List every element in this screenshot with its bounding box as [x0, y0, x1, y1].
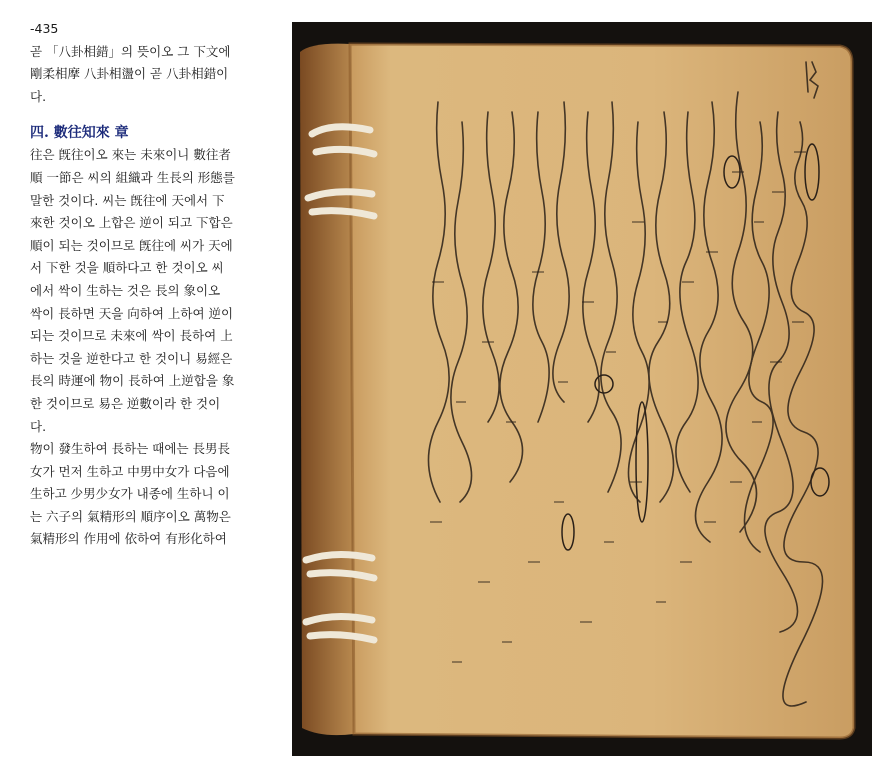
page-number: -435	[30, 21, 59, 36]
paragraph-1: 往은 旣往이오 來는 未來이니 數往者 順 一節은 씨의 組織과 生長의 形態를 말한 것이다. 씨는 旣往에 天에서 下 來한 것이오 上합은 逆이 되고 下합은 順이 되는 것이므로 旣往에 씨가 天에 서 下한 것을 順하다고 한 것이오 씨 에서 싹이 生하는 것은 長의 象이오 싹이 長하면 天을 向하여 上하여 逆이 되는 것이므로 未來에 싹이 長하여 上 하는 것을 逆한다고 한 것이니 易經은 長의 時運에 物이 長하여 上逆합을 象 한 것이므로 易은 逆數이라 한 것이 다.	[30, 147, 235, 434]
intro-text: 곧 「八卦相錯」의 뜻이오 그 下文에 剛柔相摩 八卦相盪이 곧 八卦相錯이 다.	[30, 43, 231, 104]
section-heading: 四. 數往知來 章	[30, 125, 129, 142]
paragraph-2: 物이 發生하여 長하는 때에는 長男長 女가 먼저 生하고 中男中女가 다음에 生하고 少男少女가 내종에 生하니 이 는 六子의 氣精形의 順序이오 萬物은 氣精形의 作用에 依하여 有形化하여	[30, 441, 231, 547]
manuscript-scan-image	[292, 22, 872, 756]
transcription-column	[30, 18, 282, 551]
manuscript-illustration	[292, 22, 872, 756]
